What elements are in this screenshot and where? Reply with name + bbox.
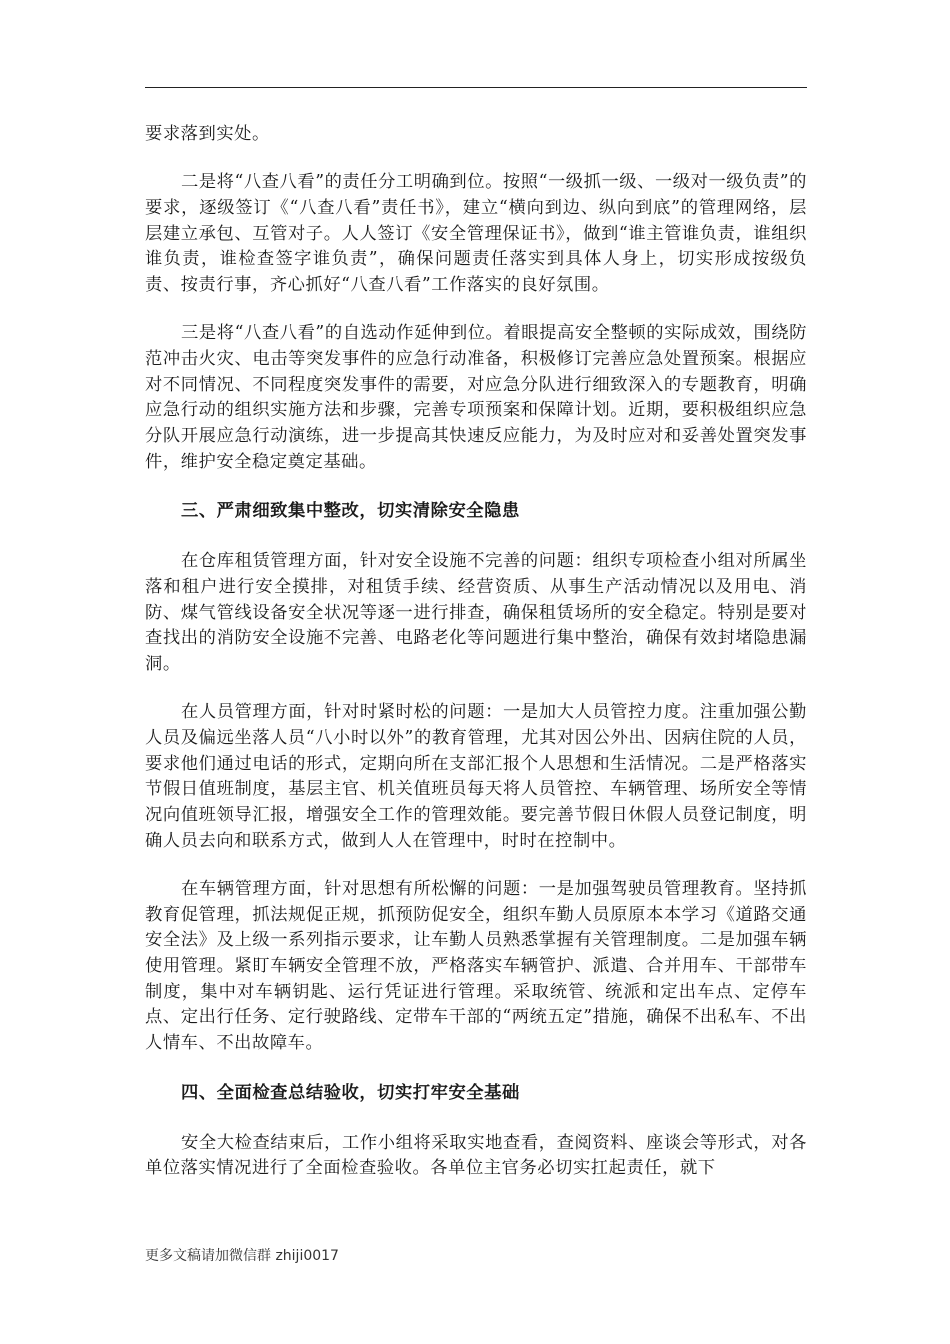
paragraph-continuation: 要求落到实处。 bbox=[145, 124, 270, 144]
paragraph-warehouse-leasing: 在仓库租赁管理方面，针对安全设施不完善的问题：组织专项检查小组对所属坐落和租户进行安全摸排，对租赁手续、经营资质、从事生产活动情况以及用电、消防、煤气管线设备安全状况等逐一进行排查，确保租赁场所的安全稳定。特别是要对查找出的消防安全设施不完善、电路老化等问题进行集中整治，确保有效封堵隐患漏洞。 bbox=[145, 551, 807, 674]
paragraph-inspection-acceptance: 安全大检查结束后，工作小组将采取实地查看，查阅资料、座谈会等形式，对各单位落实情况进行了全面检查验收。各单位主官务必切实扛起责任，就下 bbox=[145, 1132, 807, 1179]
header-rule bbox=[145, 87, 807, 88]
document-body bbox=[145, 122, 807, 1182]
paragraph-vehicle-management: 在车辆管理方面，针对思想有所松懈的问题：一是加强驾驶员管理教育。坚持抓教育促管理，抓法规促正规，抓预防促安全，组织车勤人员原原本本学习《道路交通安全法》及上级一系列指示要求，让车勤人员熟悉掌握有关管理制度。二是加强车辆使用管理。紧盯车辆安全管理不放，严格落实车辆管护、派遣、合并用车、干部带车制度，集中对车辆钥匙、运行凭证进行管理。采取统管、统派和定出车点、定停车点、定出行任务、定行驶路线、定带车干部的“两统五定”措施，确保不出私车、不出人情车、不出故障车。 bbox=[145, 878, 807, 1054]
footer-note: 更多文稿请加微信群 zhiji0017 bbox=[145, 1248, 339, 1264]
section-heading-rectification: 三、严肃细致集中整改，切实清除安全隐患 bbox=[181, 501, 520, 522]
section-heading-inspection: 四、全面检查总结验收，切实打牢安全基础 bbox=[181, 1082, 520, 1103]
paragraph-personnel-management: 在人员管理方面，针对时紧时松的问题：一是加大人员管控力度。注重加强公勤人员及偏远坐落人员“八小时以外”的教育管理，尤其对因公外出、因病住院的人员，要求他们通过电话的形式，定期向所在支部汇报个人思想和生活情况。二是严格落实节假日值班制度，基层主官、机关值班员每天将人员管控、车辆管理、场所安全等情况向值班领导汇报，增强安全工作的管理效能。要完善节假日休假人员登记制度，明确人员去向和联系方式，做到人人在管理中，时时在控制中。 bbox=[145, 702, 807, 851]
paragraph-optional-actions: 三是将“八查八看”的自选动作延伸到位。着眼提高安全整顿的实际成效，围绕防范冲击火灾、电击等突发事件的应急行动准备，积极修订完善应急处置预案。根据应对不同情况、不同程度突发事件的需要，对应急分队进行细致深入的专题教育，明确应急行动的组织实施方法和步骤，完善专项预案和保障计划。近期，要积极组织应急分队开展应急行动演练，进一步提高其快速反应能力，为及时应对和妥善处置突发事件，维护安全稳定奠定基础。 bbox=[145, 323, 807, 472]
paragraph-responsibility: 二是将“八查八看”的责任分工明确到位。按照“一级抓一级、一级对一级负责”的要求，逐级签订《“八查八看”责任书》，建立“横向到边、纵向到底”的管理网络，层层建立承包、互管对子。人人签订《安全管理保证书》，做到“谁主管谁负责，谁组织谁负责，谁检查签字谁负责”，确保问题责任落实到具体人身上，切实形成按级负责、按责行事，齐心抓好“八查八看”工作落实的良好氛围。 bbox=[145, 172, 807, 296]
